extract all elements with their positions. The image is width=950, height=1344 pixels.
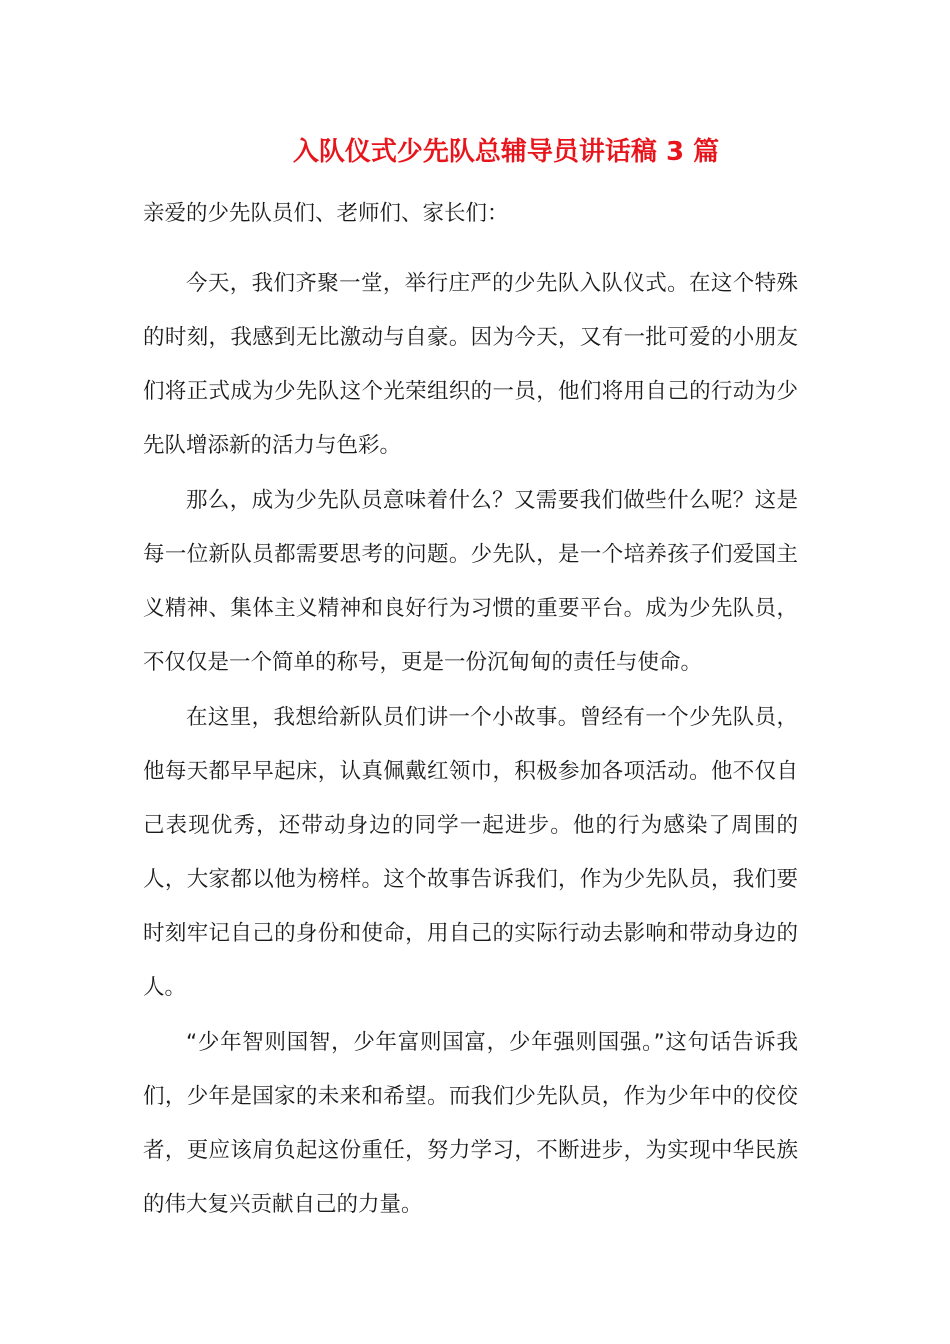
- paragraph-4: “少年智则国智，少年富则国富，少年强则国强。”这句话告诉我们，少年是国家的未来和希望。而我们少先队员，作为少年中的佼佼者，更应该肩负起这份重任，努力学习，不断进步，为实现中华民族的伟大复兴贡献自己的力量。: [143, 1030, 798, 1217]
- document-title: 入队仪式少先队总辅导员讲话稿 3 篇: [292, 137, 720, 167]
- salutation: 亲爱的少先队员们、老师们、家长们：: [143, 201, 509, 226]
- paragraph-1: 今天，我们齐聚一堂，举行庄严的少先队入队仪式。在这个特殊的时刻，我感到无比激动与自豪。因为今天，又有一批可爱的小朋友们将正式成为少先队这个光荣组织的一员，他们将用自己的行动为少先队增添新的活力与色彩。: [143, 271, 798, 458]
- paragraph-3: 在这里，我想给新队员们讲一个小故事。曾经有一个少先队员，他每天都早早起床，认真佩戴红领巾，积极参加各项活动。他不仅自己表现优秀，还带动身边的同学一起进步。他的行为感染了周围的人，大家都以他为榜样。这个故事告诉我们，作为少先队员，我们要时刻牢记自己的身份和使命，用自己的实际行动去影响和带动身边的人。: [143, 705, 798, 1000]
- paragraph-2: 那么，成为少先队员意味着什么？又需要我们做些什么呢？这是每一位新队员都需要思考的问题。少先队，是一个培养孩子们爱国主义精神、集体主义精神和良好行为习惯的重要平台。成为少先队员，不仅仅是一个简单的称号，更是一份沉甸甸的责任与使命。: [143, 488, 798, 675]
